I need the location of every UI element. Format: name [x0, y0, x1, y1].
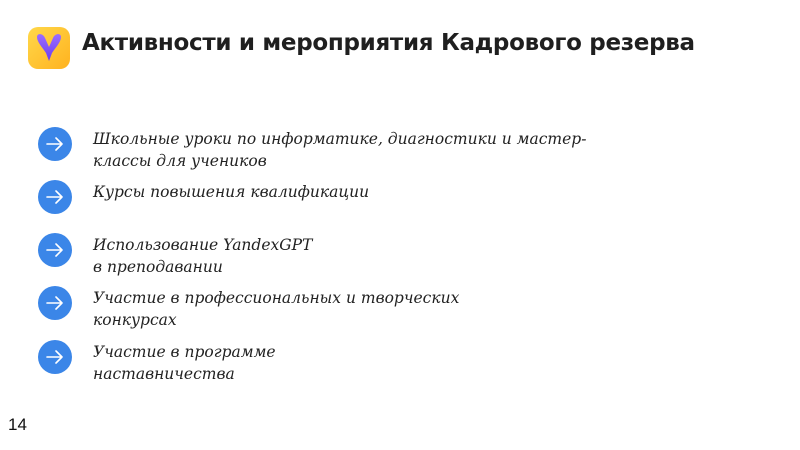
item-text: [93, 234, 312, 278]
arrow-right-icon: [38, 340, 72, 374]
item-line: Курсы повышения квалификации: [93, 183, 370, 201]
list-item: [38, 127, 586, 172]
slide-title: Активности и мероприятия Кадрового резерва: [82, 30, 695, 56]
item-text: [93, 341, 276, 385]
list-item: [38, 180, 369, 214]
item-line: в преподавании: [93, 258, 223, 276]
item-line: Участие в программе: [93, 343, 276, 361]
item-line: Участие в профессиональных и творческих: [93, 289, 460, 307]
list-item: [38, 233, 312, 278]
arrow-right-icon: [38, 286, 72, 320]
item-line: наставничества: [93, 365, 235, 383]
item-line: Школьные уроки по информатике, диагностики и мастер-: [93, 130, 587, 148]
item-line: классы для учеников: [93, 152, 267, 170]
arrow-right-icon: [38, 233, 72, 267]
activities-list: [38, 0, 758, 450]
arrow-right-icon: [38, 180, 72, 214]
list-item: [38, 286, 459, 331]
item-text: [93, 181, 369, 203]
item-text: [93, 128, 586, 172]
arrow-right-icon: [38, 127, 72, 161]
list-item: [38, 340, 276, 385]
item-line: конкурсах: [93, 311, 177, 329]
item-line: Использование YandexGPT: [93, 236, 313, 254]
page-number: 14: [8, 415, 27, 434]
item-text: [93, 287, 459, 331]
